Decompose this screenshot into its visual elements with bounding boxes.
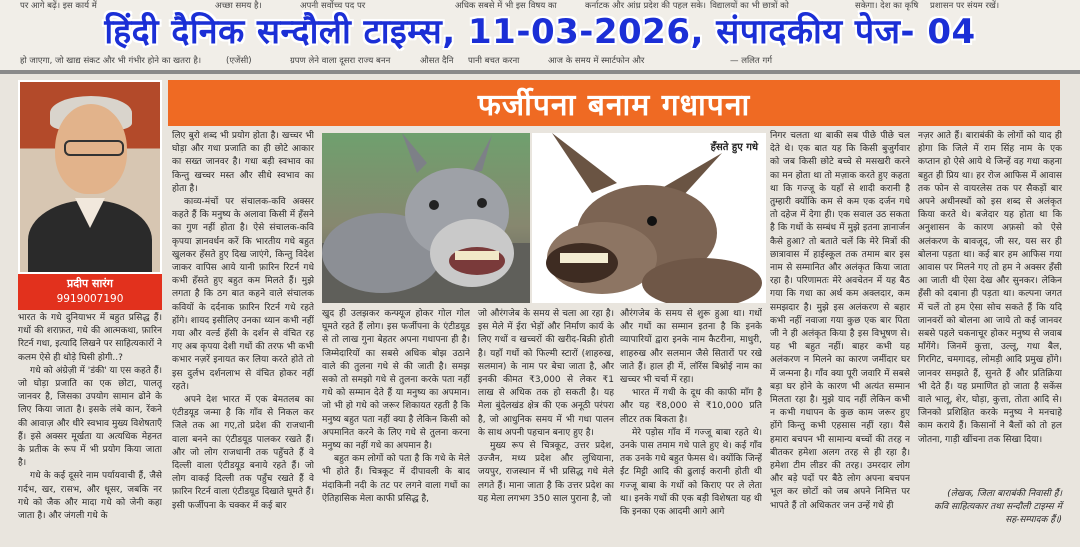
article-column-5 (620, 308, 762, 542)
author-byline (18, 272, 162, 310)
headline: फर्जीपना बनाम गधापना (477, 87, 751, 123)
fragment: अच्छा समय है। (215, 1, 262, 11)
photo-caption: हँसते हुए गधे (710, 142, 758, 153)
masthead (8, 6, 1072, 54)
author-box (18, 80, 162, 310)
paragraph: भारत में गधी के दूध की काफी माँग है और यह ₹8,000 से ₹10,000 प्रति लीटर तक बिकता है। (620, 388, 762, 425)
paragraph: काव्य-मंचों पर संचालक-कवि अक्सर कहते हैं कि मनुष्य के अलावा किसी में हँसने का गुण नहीं होता है। ऐसे संचालक-कवि कृपया ज्ञानवर्धन करें कि भारतीय गधे बहुत खुलकर हँसते हुए दिख जाएंगे, किन्तु विदेश जाकर वापिस आये यानी फ़ारिन रिटर्न गधे कभी हँसते हुए बहुत कम मिलते हैं। मुझे लगता है कि ठग बात कहने वाले संचालक कवियों के दर्दनाक फ़ारिन रिटर्न गधे रहते होंगे। शायद इसीलिए उनका ध्यान कभी नहीं गया और वर्ल्ड हँसी के दर्शन से वंचित रह गए अब कृपया देशी गधों की तरफ भी कभी कभार नज़रें इनायत कर लिया करते होते तो इस दुर्लभ दर्शनलाभ से वंचित होकर नहीं रहते। (172, 197, 314, 392)
donkey-illustration (322, 133, 530, 303)
fragment: अधिक सबसे में भी इस विषय का (455, 1, 557, 11)
author-photo (18, 80, 162, 274)
fragment: कर्नाटक और आंध्र प्रदेश की पहल सके। (585, 1, 707, 11)
article-column-3 (322, 308, 470, 542)
article-column-4 (478, 308, 614, 542)
article-column-2 (172, 130, 314, 542)
author-phone: 9919007190 (56, 293, 124, 305)
author-note-line: (लेखक, जिला बाराबंकी निवासी हैं। (947, 489, 1062, 499)
paragraph: निगर चलता था बाकी सब पीछे पीछे चल देते थे। एक बात यह कि किसी बुजुर्गवार को जब किसी छोटे बच्चे से मसखरी करने का मन होता था तो मज़ाक करते हुए कहता था कि गज्जू के यहाँ से शादी करानी है तुम्हारी क्योंकि कम से कम एक दर्जन गधे तो दहेज में देगा ही। एक सवाल उठ सकता है कि गधों के सम्बंध में मुझे इतना ज्ञानार्जन कैसे हुआ? तो बताते चलें कि मेरे मित्रों की छात्रावास में हाईस्कूल तक तमाम बार इस नाम से सम्मानित और अलंकृत किया जाता रहा है। परिणामतः मेरे अवचेतन में यह बैठ गया कि गधा का अर्थ कम अक्लदार, कम समझदार है। मुझे इस अलंकरण से बहार कभी नहीं नवाजा गया कुछ एक बार पिता जी ने ही अलंकृत किया है इस विभूषण से। यह भी बहुत नहीं। बाहर कभी यह अलंकरण न मिलने का कारण जमींदार घर में जन्मना है। गाँव क्या पूरी जवारि में सबसे बड़ा घर होने के कारण भी अत्यंत सम्मान मिलता रहा है। मुझे याद नहीं लेकिन कभी न कभी गधापन के कुछ काम जरूर हुए होंगे किन्तु कभी एहसास नहीं रहा। यैसे हमारा बचपन भी सामान्य बच्चों की तरह न बीतकर हमेशा अलग तरह से ही रहा है। हमेशा टीम लीडर की तरह। उमरदार लोग और बड़े पदों पर बैठे लोग अपना बचपन भूल कर छोटों को जब अपने निमित्त पर भापते हैं तो अधिकतर जन उन्हें गधे ही (770, 131, 910, 511)
paragraph: मुख्य रूप से चित्रकूट, उत्तर प्रदेश, उज्जैन, मध्य प्रदेश और लुधियाना, जयपुर, राजस्थान में भी प्रसिद्ध गधे मेले लगते हैं। माना जाता है कि उत्तर प्रदेश का यह मेला लगभग 350 साल पुराना है, जो (478, 441, 614, 504)
fragment: प्रशासन पर संयम रखें। (930, 1, 1000, 11)
paragraph: गधे को अंग्रेज़ी में 'डंकी' या एस कहते हैं। जो घोड़ा प्रजाति का एक छोटा, पालतू जानवर है, जिसका उपयोग सामान ढोने के लिए किया जाता है। इसके लंबे कान, रेंकने की आवाज़ और धीरे स्वभाव मुख्य विशेषताएँ हैं। इसे अक्सर मूर्खता या अत्यधिक मेहनत के प्रतीक के रूप में भी प्रयोग किया जाता है। (18, 365, 162, 469)
fragment: हो जाएगा, जो खाद्य संकट और भी गंभीर होने का खतरा है। (20, 56, 202, 66)
top-strip (0, 0, 1080, 70)
masthead-title: हिंदी दैनिक सन्दौली टाइम्स, 11-03-2026, संपादकीय पेज- 04 (104, 12, 976, 52)
fragment: अपनी सर्वोच्च पद पर (300, 1, 366, 11)
donkey-photo-2 (532, 133, 766, 303)
article-column-7 (918, 130, 1062, 486)
fragment: विद्यालयों का भी छात्रों को (710, 1, 789, 11)
author-note-line: कवि साहित्यकार तथा सन्दौली टाइम्स में (933, 502, 1062, 512)
paragraph: नज़र आते हैं। बाराबंकी के लोगों को याद ही होगा कि जिले में राम सिंह नाम के एक कप्तान हो ऐसे आये थे जिन्हें वह गधा कहना बहुत ही प्रिय था। हर रोज आफिस में आवास तक फोन से वायरलेस तक पर सैकड़ों बार अपने अधीनस्थों को इस शब्द से अलंकृत किया करते थे। बजेदार यह होता था कि अनुशासन के कारण अफ़सो को ऐसे अलंकरण के बावजूद, जी सर, यस सर ही बोलना पड़ता था। कई बार हम आफिस गया आवास पर मिलने गए तो हम ने अक्सर हँसी आ जाती थी ऐसा देख और सुनकर। लेकिन हँसी को दबाना ही पड़ता था। कल्पना जगत में चलें तो हम ऐसा सोच सकते हैं कि यदि जानवरों को बोलना आ जाये तो कई जानवर सबसे पहले चकनाचूर होकर मनुष्य से जवाब माँगेंगे। जिनमें कुत्ता, उल्लू, गधा बैल, गिरगिट, चमगादड़, लोमड़ी आदि प्रमुख होंगे। जानवर समझते हैं, सुनते हैं और प्रतिक्रिया भी देते हैं। यह प्रमाणित हो जाता है सकेंस वाले भालू, शेर, घोड़ा, कुत्ता, तोता आदि से। जिनको प्रशिक्षित करके मनुष्य ने मनचाहे काम कराये हैं। किसानों ने बैलों को तो हल जोतना, गाड़ी खींचना तक सिखा दिया। (918, 131, 1062, 445)
paragraph: अपने देश भारत में एक बेमतलब का एंटीडयूड जन्मा है कि गाँव से निकल कर जिले तक आ गए,तो प्रदेश की राजधानी वाला बनने का एंटीडयूड पालकर रखते हैं। और जो लोग राजधानी तक पहुँचते हैं वे दिल्ली वाला एंटीडयूड बनाये रहते हैं। जो लोग वाकई दिल्ली तक पहुँच रखते हैं वे फ़ारिन रिटर्न वाला एंटीडयूड दिखाते घूमते हैं। इसी फर्जीपना के चक्कर में कई बार (172, 395, 314, 511)
divider (0, 70, 1080, 74)
author-name: प्रदीप सारंग (66, 277, 113, 290)
donkey-illustration (532, 133, 766, 303)
article-column-6 (770, 130, 910, 542)
fragment: (एजेंसी) (226, 56, 252, 66)
paragraph: औरंगजेब के समय से शुरू हुआ था। गधों और गधों का सम्मान इतना है कि इनके व्यापारियों द्वारा इनके नाम कैटरीना, माधुरी, शाहरुख और सलमान जैसे सितारों पर रखे जाते हैं। हाल ही में, लॉरेंस बिश्नोई नाम का खच्चर भी चर्चा में रहा। (620, 309, 762, 386)
fragment: सकेगा। देश का कृषि (855, 1, 919, 11)
author-note (850, 488, 1062, 527)
fragment: ग्रपण लेने वाला दूसरा राज्य बनन (290, 56, 391, 66)
fragment: औसत दैनि (420, 56, 454, 66)
paragraph: गधे के कई दूसरे नाम पर्यायवाची हैं, जैसे गर्दभ, खर, रासभ, और धूसर, जबकि नर गधे को जैक और मादा गधे को जेनी कहा जाता है। और जंगली गधे के (18, 471, 162, 522)
fragment: पानी बचत करना (468, 56, 520, 66)
paragraph: मेरे पड़ोस गाँव में गज्जू बाबा रहते थे। उनके पास तमाम गधे पाले हुए थे। कई गाँव तक उनके गधे बहुत फेमस थे। क्योंकि जिन्हें ईंट मिट्टी आदि की ढुलाई करानी होती थी गज्जू बाबा के गधों को किराए पर ले लेता था। इनके गधों की एक बड़ी विशेषता यह थी कि इनका एक आदमी आगे आगे (620, 427, 762, 518)
article-column-1 (18, 312, 162, 542)
paragraph: बहुत कम लोगों को पता है कि गधे के मेले भी होते हैं। चित्रकूट में दीपावली के बाद मंदाकिनी नदी के तट पर लगने वाला गधों का ऐतिहासिक मेला काफी प्रसिद्ध है, (322, 454, 470, 504)
paragraph: लिए बुरो शब्द भी प्रयोग होता है। खच्चर भी घोड़ा और गधा प्रजाति का ही छोटे आकार का सख्त जानवर है। गधा बड़ी स्वभाव का किन्तु खच्चर मस्त और सीधे स्वभाव का होता है। (172, 131, 314, 194)
paragraph: भारत के गधे दुनियाभर में बहुत प्रसिद्ध हैं। गधों की शराफ़त, गधे की आत्मकथा, फ़ारिन रिटर्न गधा, इत्यादि लिखने पर साहित्यकारों ने कलम ऐसे ही थोड़े घिसी होगी..? (18, 313, 162, 363)
donkey-photo-1 (322, 133, 530, 303)
fragment: पर आगे बढ़ें। इस कार्य में (20, 1, 97, 11)
headline-banner (168, 80, 1060, 126)
fragment: — ललित गर्ग (730, 56, 773, 66)
fragment: आज के समय में स्मार्टफोन और (548, 56, 645, 66)
author-note-line: सह-सम्पादक हैं।) (1005, 515, 1062, 525)
paragraph: खुद ही उलझकर कन्फ्यूज होकर गोल गोल घूमते रहते हैं लोग। इस फर्जीपना के एंटीडयूड से तो लाख गुना बेहतर अपना गधापना ही है। जिम्मेदारियों का सबसे अधिक बोझ उठाने वाले की तुलना गधे से की जाती है। समझ सको तो समझो गधे से तुलना करके पता नहीं गधे को सम्मान देते हैं या मनुष्य का अपमान। जो भी हो गधे को जरूर शिकायत रहती है कि मनुष्य बहुत पता नहीं क्या है लेकिन किसी को अपमानित करने के लिए गधे से तुलना करना मनुष्य का नहीं गधे का अपमान है। (322, 309, 470, 452)
paragraph: जो औरंगजेब के समय से चला आ रहा है। इस मेले में ईरा भेड़ों और निर्माण कार्य के लिए गधों व खच्चरों की खरीद-बिक्री होती है। यहाँ गधों को फिल्मी स्टारों (शाहरुख, सलमान) के नाम पर बेचा जाता है, और इनकी कीमत ₹3,000 से लेकर ₹1 लाख से अधिक तक हो सकती है। यह मेला बुंदेलखंड क्षेत्र की एक अनूठी परंपरा है, जो आधुनिक समय में भी गधा पालन के साथ अपनी पहचान बनाए हुए है। (478, 309, 614, 438)
